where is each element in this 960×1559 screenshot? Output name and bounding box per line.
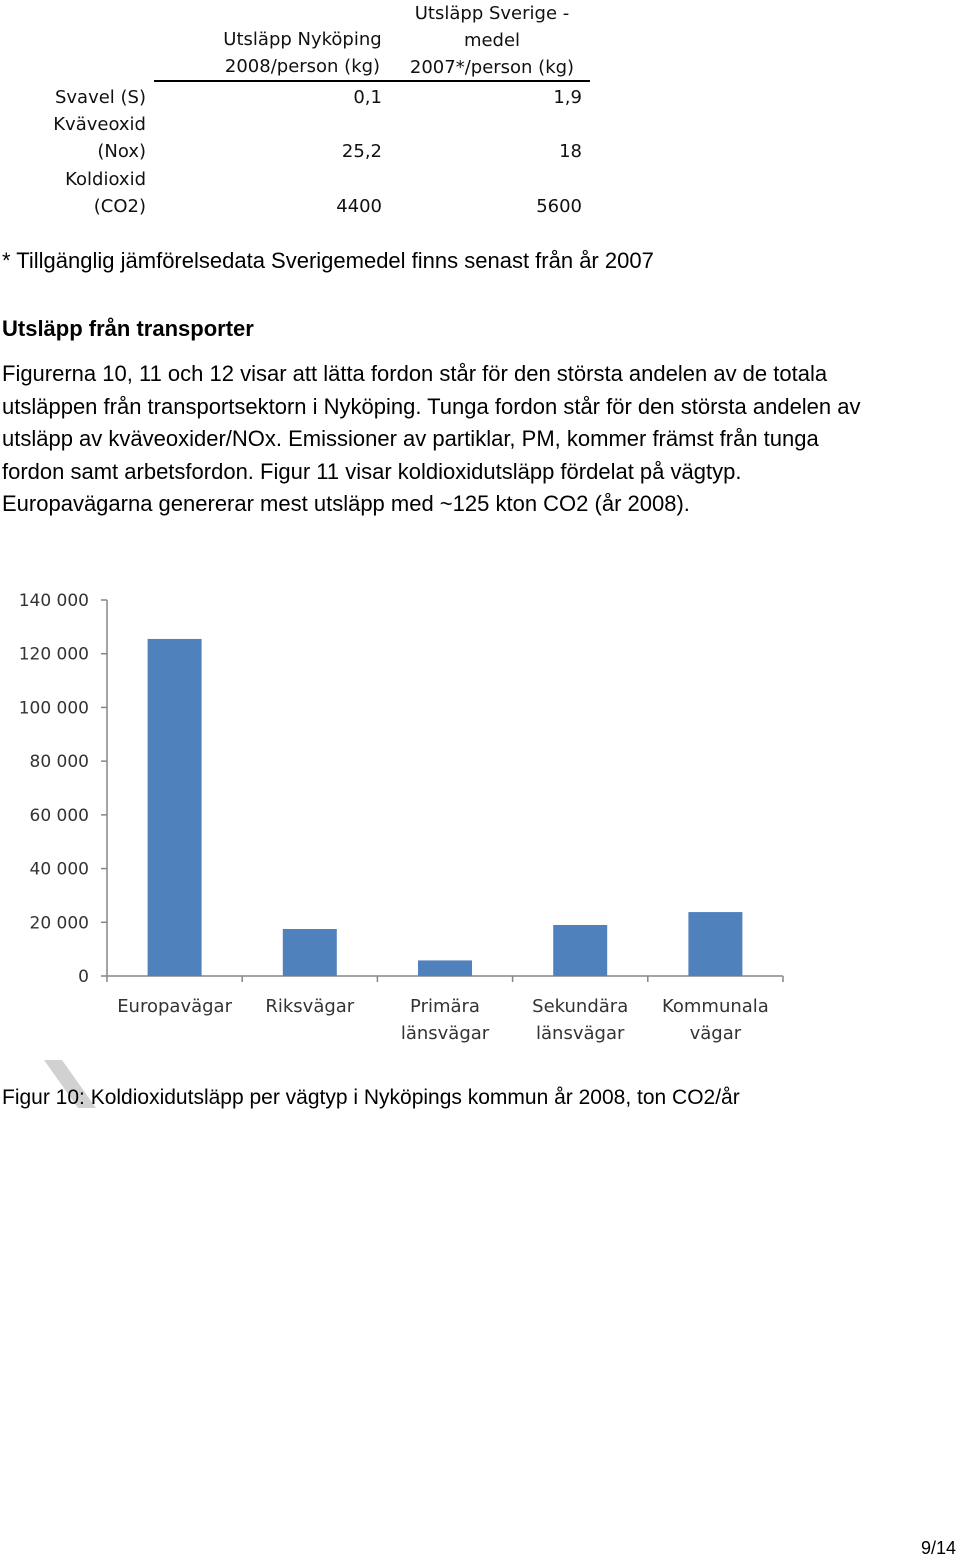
y-tick-label: 100 000 xyxy=(18,698,89,719)
table-row-label xyxy=(0,111,146,165)
x-tick-label: Riksvägar xyxy=(265,996,355,1017)
table-cell-nykoping: 25,2 xyxy=(341,141,382,162)
x-tick-label: Europavägar xyxy=(117,996,232,1017)
table-row-label xyxy=(0,166,146,220)
col-header-sverige xyxy=(392,0,592,81)
col-header-line: Utsläpp Sverige - xyxy=(414,3,570,24)
table-cell-sverige: 18 xyxy=(559,141,582,162)
bar xyxy=(148,639,202,976)
x-tick-label: länsvägar xyxy=(400,1023,490,1044)
col-header-line: medel xyxy=(463,30,521,51)
x-tick-label: länsvägar xyxy=(536,1023,625,1044)
x-tick-label: vägar xyxy=(689,1023,742,1044)
col-header-line: 2007*/person (kg) xyxy=(409,57,575,78)
y-tick-label: 120 000 xyxy=(18,644,89,665)
table-row-label xyxy=(0,84,146,111)
row-label-line: Svavel (S) xyxy=(54,87,146,108)
y-tick-label: 60 000 xyxy=(29,805,89,826)
table-cell-sverige: 5600 xyxy=(536,196,582,217)
row-label-line: Koldioxid xyxy=(65,169,146,190)
table-header-rule xyxy=(154,80,590,82)
y-tick-label: 40 000 xyxy=(29,859,89,880)
paragraph-text: Figurerna 10, 11 och 12 visar att lätta fordon står för den största andelen av de totala utsläppen från transportsektorn i Nyköping. Tunga fordon står för den största andelen av utsläpp av kväveoxider/NOx. Emissioner av partiklar, PM, kommer främst från tunga fordon samt arbetsfordon. Figur 11 visar koldioxidutsläpp fördelat på vägtyp. Europavägarna genererar mest utsläpp med ~125 kton CO2 (år 2008). xyxy=(2,361,861,516)
table-cell-nykoping: 4400 xyxy=(336,196,382,217)
co2-bar-chart xyxy=(0,580,800,1060)
bar xyxy=(688,912,742,976)
x-tick-label: Primära xyxy=(410,996,480,1017)
bar xyxy=(418,960,472,976)
page-number: 9/14 xyxy=(920,1538,956,1558)
bar xyxy=(283,929,337,976)
row-label-line: (CO2) xyxy=(93,196,146,217)
x-tick-label: Sekundära xyxy=(532,996,629,1017)
col-header-nykoping xyxy=(200,26,405,80)
row-label-line: (Nox) xyxy=(97,141,146,162)
section-title: Utsläpp från transporter xyxy=(2,316,254,341)
figure-caption: Figur 10: Koldioxidutsläpp per vägtyp i Nyköpings kommun år 2008, ton CO2/år xyxy=(2,1086,740,1109)
table-cell-sverige: 1,9 xyxy=(553,87,582,108)
x-tick-label: Kommunala xyxy=(661,996,769,1017)
table-footnote: * Tillgänglig jämförelsedata Sverigemedel finns senast från år 2007 xyxy=(2,248,654,273)
y-tick-label: 140 000 xyxy=(18,591,89,611)
bar xyxy=(553,925,607,976)
table-cell-nykoping: 0,1 xyxy=(353,87,382,108)
row-label-line: Kväveoxid xyxy=(53,114,146,135)
col-header-line: 2008/person (kg) xyxy=(224,56,381,77)
y-tick-label: 0 xyxy=(78,967,89,987)
y-tick-label: 20 000 xyxy=(29,913,89,934)
body-paragraph xyxy=(2,358,872,521)
col-header-line: Utsläpp Nyköping xyxy=(223,29,382,50)
y-tick-label: 80 000 xyxy=(29,752,89,773)
